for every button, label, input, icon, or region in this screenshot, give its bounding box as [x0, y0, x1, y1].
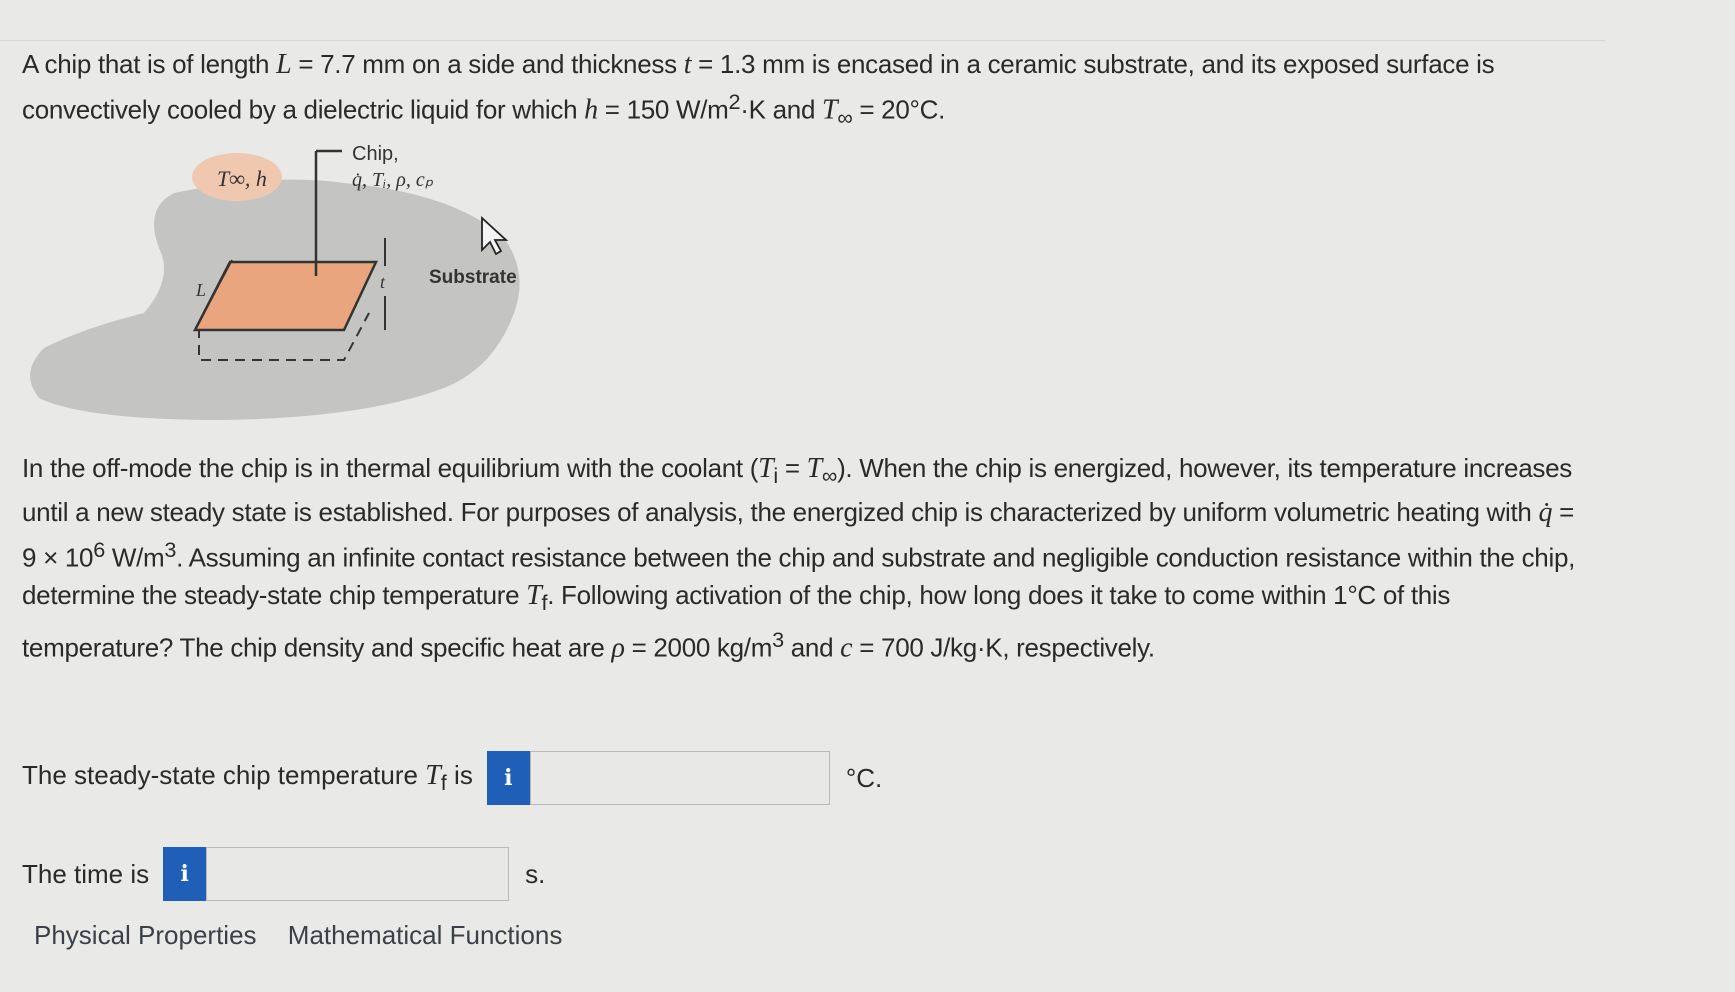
- chip-substrate-figure: [24, 138, 544, 423]
- top-divider: [0, 40, 1605, 41]
- chip-label: Chip,: [352, 143, 399, 165]
- superscript: 3: [164, 537, 177, 563]
- math-variable: L: [276, 49, 292, 80]
- text-run: = 20°C.: [852, 94, 946, 125]
- q2-label: The time is: [22, 858, 150, 889]
- text-run: =: [777, 453, 807, 483]
- text-run: = 150 W/m: [597, 94, 729, 125]
- subscript: f: [541, 590, 548, 616]
- chip-properties-label: q̇, Tᵢ, ρ, cₚ: [352, 169, 434, 191]
- subscript: ∞: [821, 463, 838, 489]
- math-variable: T: [822, 94, 838, 126]
- q1-unit: °C.: [845, 762, 883, 793]
- physical-properties-link[interactable]: Physical Properties: [34, 920, 257, 950]
- superscript: 6: [93, 537, 105, 563]
- text-run: A chip that is of length: [22, 49, 277, 79]
- superscript: 3: [772, 627, 784, 653]
- temperature-answer-input[interactable]: [530, 751, 830, 805]
- text-run: = 700 J/kg·K, respectively.: [852, 632, 1155, 663]
- text-run: In the off-mode the chip is in thermal equilibrium with the coolant (: [22, 453, 759, 483]
- q1-sub: f: [440, 770, 447, 796]
- math-variable: T: [526, 579, 542, 611]
- math-variable: T: [758, 453, 774, 484]
- q1-var: T: [425, 759, 441, 791]
- math-variable: t: [683, 49, 692, 80]
- text-run: ). When the chip is energized, however, its temperature increases until a new steady state is established. For purposes of analysis, the energized chip is characterized by uniform volumetric heating with: [22, 453, 1572, 528]
- question-time: [22, 846, 545, 902]
- subscript: ∞: [837, 104, 853, 130]
- question-steady-state-temperature: [22, 750, 882, 806]
- text-run: = 7.7 mm on a side and thickness: [291, 49, 684, 79]
- reference-links: [34, 920, 586, 951]
- substrate-label: Substrate: [429, 267, 517, 288]
- q2-unit: s.: [525, 858, 546, 889]
- text-run: and: [783, 632, 841, 663]
- text-run: . Assuming an infinite contact resistance between the chip and substrate and negligible conduction resistance within the chip, determine the steady-state chip temperature: [22, 542, 1576, 610]
- text-run: = 1.3 mm is encased in a ceramic substrate, and its exposed surface is convectively cooled by a dielectric liquid for which: [22, 49, 1495, 125]
- length-label: L: [196, 280, 207, 300]
- text-run: W/m: [104, 542, 165, 573]
- problem-body: [22, 450, 1582, 667]
- math-variable: q̇: [1538, 497, 1553, 529]
- info-button-q2[interactable]: i: [163, 847, 206, 901]
- info-button-q1[interactable]: i: [487, 751, 530, 805]
- q1-label-after: is: [446, 759, 473, 790]
- math-variable: T: [806, 453, 822, 484]
- text-run: = 9 × 10: [22, 497, 1575, 573]
- thickness-label: t: [380, 272, 386, 292]
- math-variable: h: [584, 94, 598, 126]
- time-answer-input[interactable]: [206, 847, 509, 901]
- math-variable: c: [840, 632, 853, 664]
- text-run: ·K and: [740, 94, 823, 125]
- q1-label: [22, 760, 473, 796]
- math-variable: ρ: [611, 632, 625, 664]
- coolant-label: T∞, h: [217, 166, 267, 191]
- problem-intro: [22, 46, 1582, 136]
- mathematical-functions-link[interactable]: Mathematical Functions: [287, 920, 563, 950]
- text-run: = 2000 kg/m: [624, 632, 773, 663]
- text-run: . Following activation of the chip, how long does it take to come within 1°C of this temperature? The chip density and specific heat are: [22, 579, 1451, 663]
- q1-label-text: The steady-state chip temperature: [22, 759, 426, 790]
- subscript: i: [773, 463, 778, 489]
- superscript: 2: [728, 89, 741, 114]
